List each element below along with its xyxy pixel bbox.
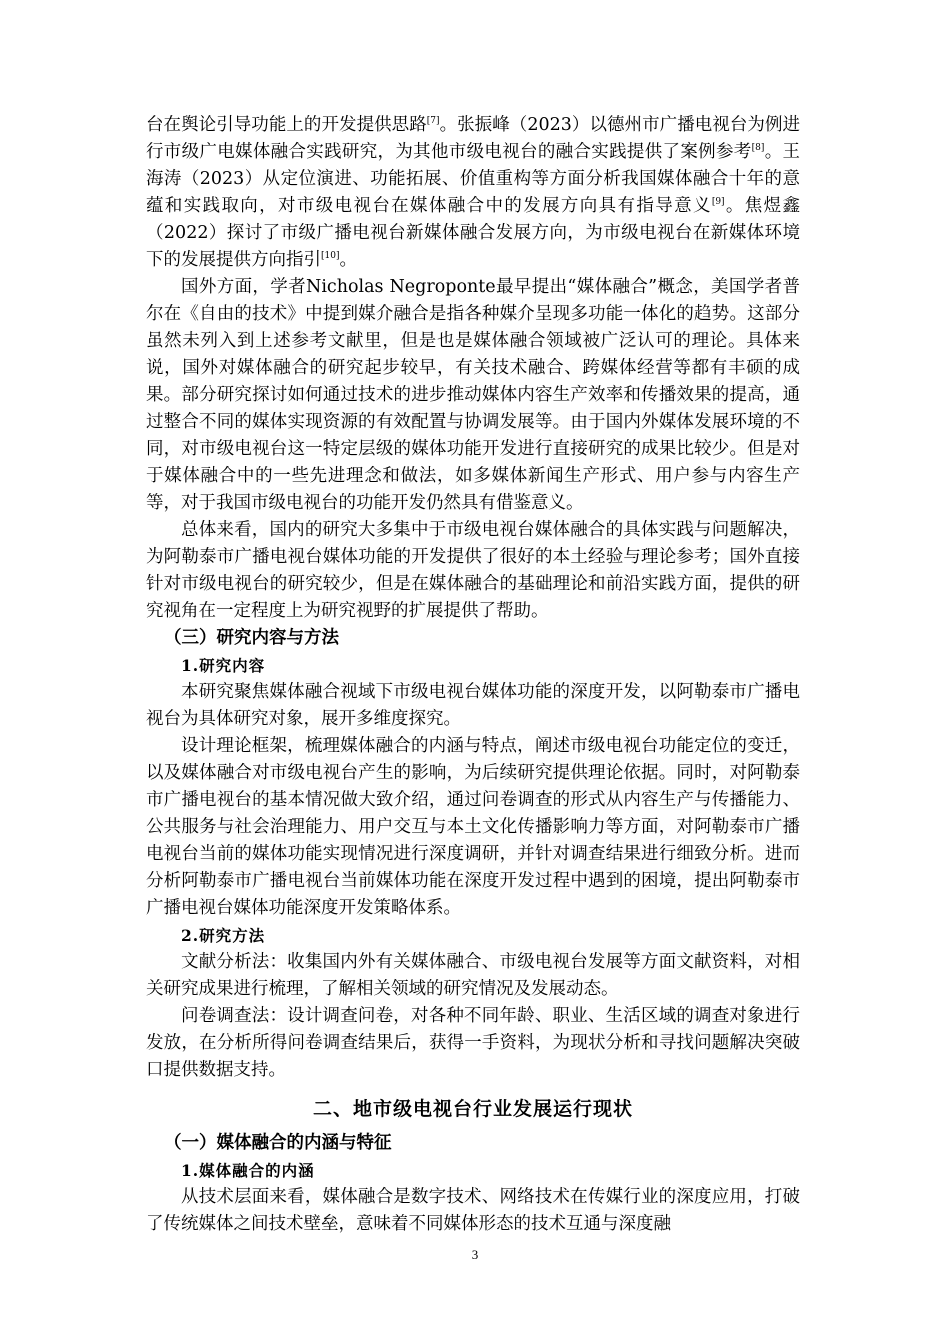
subheading-research-methods: 2.研究方法: [181, 926, 266, 945]
paragraph-research-focus: 本研究聚焦媒体融合视域下市级电视台媒体功能的深度开发，以阿勒泰市广播电视台为具体研究对象，展开多维度探究。: [146, 682, 800, 729]
text: 。王海涛（2023）从定位演进、功能拓展、价值重构等方面分析我国媒体融合十年的意蕴和实践取向，对市级电视台在媒体融合中的发展方向具有指导意义: [146, 142, 800, 216]
citation-ref: [7]: [426, 116, 440, 127]
paragraph-foreign-research: 国外方面，学者Nicholas Negroponte最早提出“媒体融合”概念，美国学者普尔在《自由的技术》中提到媒介融合是指各种媒介呈现多功能一体化的趋势。这部分虽然未列入到上述参考文献里，但是也是媒体融合领域被广泛认可的理论。具体来说，国外对媒体融合的研究起步较早，有关技术融合、跨媒体经营等都有丰硕的成果。部分研究探讨如何通过技术的进步推动媒体内容生产效率和传播效果的提高，通过整合不同的媒体实现资源的有效配置与协调发展等。由于国内外媒体发展环境的不同，对市级电视台这一特定层级的媒体功能开发进行直接研究的成果比较少。但是对于媒体融合中的一些先进理念和做法，如多媒体新闻生产形式、用户参与内容生产等，对于我国市级电视台的功能开发仍然具有借鉴意义。: [146, 277, 800, 513]
chapter-heading: 二、地市级电视台行业发展运行现状: [312, 1098, 633, 1120]
paragraph-summary: 总体来看，国内的研究大多集中于市级电视台媒体融合的具体实践与问题解决，为阿勒泰市广播电视台媒体功能的开发提供了很好的本土经验与理论参考；国外直接针对市级电视台的研究较少，但是在媒体融合的基础理论和前沿实践方面，提供的研究视角在一定程度上为研究视野的扩展提供了帮助。: [146, 520, 800, 621]
subheading-research-content: 1.研究内容: [181, 656, 266, 675]
text: 台在舆论引导功能上的开发提供思路: [146, 115, 427, 135]
paragraph-survey-method: 问卷调查法：设计调查问卷，对各种不同年龄、职业、生活区域的调查对象进行发放，在分析所得问卷调查结果后，获得一手资料，为现状分析和寻找问题解决突破口提供数据支持。: [146, 1006, 800, 1080]
paragraph-literature-method: 文献分析法：收集国内外有关媒体融合、市级电视台发展等方面文献资料，对相关研究成果进行梳理，了解相关领域的研究情况及发展动态。: [146, 952, 800, 999]
subheading-convergence-meaning: 1.媒体融合的内涵: [181, 1161, 315, 1180]
text: 。焦煜鑫（2022）探讨了市级广播电视台新媒体融合发展方向，为市级电视台在新媒体环境下的发展提供方向指引: [146, 196, 801, 270]
citation-ref: [9]: [711, 197, 725, 208]
text: 。: [339, 250, 357, 270]
citation-ref: [8]: [751, 143, 765, 154]
paragraph-domestic-research: [146, 112, 800, 274]
citation-ref: [10]: [321, 251, 340, 262]
document-body: [146, 112, 800, 1238]
paragraph-technical-level: 从技术层面来看，媒体融合是数字技术、网络技术在传媒行业的深度应用，打破了传统媒体之间技术壁垒，意味着不同媒体形态的技术互通与深度融: [146, 1187, 800, 1234]
page-number: 3: [471, 1247, 479, 1262]
paragraph-research-framework: 设计理论框架，梳理媒体融合的内涵与特点，阐述市级电视台功能定位的变迁，以及媒体融合对市级电视台产生的影响，为后续研究提供理论依据。同时，对阿勒泰市广播电视台的基本情况做大致介绍，通过问卷调查的形式从内容生产与传播能力、公共服务与社会治理能力、用户交互与本土文化传播影响力等方面，对阿勒泰市广播电视台当前的媒体功能实现情况进行深度调研，并针对调查结果进行细致分析。进而分析阿勒泰市广播电视台当前媒体功能在深度开发过程中遇到的困境，提出阿勒泰市广播电视台媒体功能深度开发策略体系。: [146, 736, 800, 918]
section-heading-media-convergence: （一）媒体融合的内涵与特征: [164, 1133, 392, 1153]
text: 。张振峰（2023）以德州市广播电视台为例进行市级广电媒体融合实践研究，为其他市级电视台的融合实践提供了案例参考: [146, 115, 800, 162]
section-heading-research-content-methods: （三）研究内容与方法: [164, 628, 339, 648]
